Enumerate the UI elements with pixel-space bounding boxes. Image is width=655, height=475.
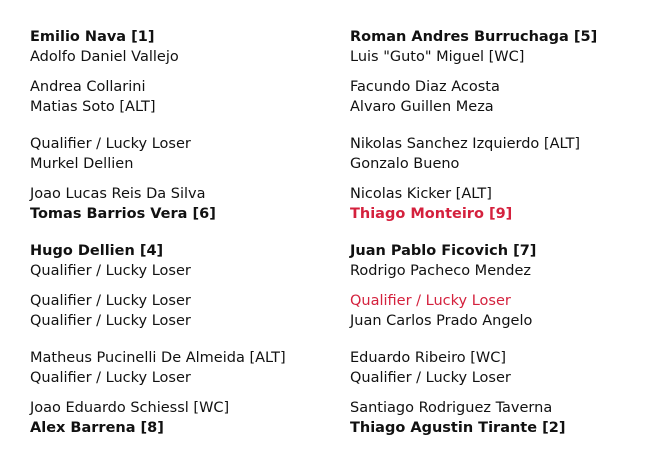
- match-pair: [350, 27, 650, 67]
- match-pair: [350, 134, 650, 174]
- match-pair: [350, 184, 650, 224]
- player-name: Gonzalo Bueno: [350, 156, 460, 172]
- player-name-highlighted: Qualifier / Lucky Loser: [350, 293, 511, 309]
- player-name: Rodrigo Pacheco Mendez: [350, 263, 532, 279]
- player-name: Murkel Dellien: [30, 156, 134, 172]
- player-name: Juan Carlos Prado Angelo: [350, 313, 533, 329]
- player-name: Emilio Nava [1]: [30, 29, 155, 45]
- match-pair: [30, 184, 330, 224]
- player-name: Tomas Barrios Vera [6]: [30, 206, 216, 222]
- player-name: Adolfo Daniel Vallejo: [30, 49, 179, 65]
- player-name: Qualifier / Lucky Loser: [30, 313, 191, 329]
- player-name: Nicolas Kicker [ALT]: [350, 186, 492, 202]
- match-pair: [30, 134, 330, 174]
- player-name: Eduardo Ribeiro [WC]: [350, 350, 506, 366]
- player-name: Hugo Dellien [4]: [30, 243, 164, 259]
- player-name: Roman Andres Burruchaga [5]: [350, 29, 598, 45]
- player-name: Nikolas Sanchez Izquierdo [ALT]: [350, 136, 581, 152]
- player-name: Qualifier / Lucky Loser: [30, 370, 191, 386]
- player-name: Matias Soto [ALT]: [30, 99, 156, 115]
- match-pair: [350, 241, 650, 281]
- player-name: Joao Eduardo Schiessl [WC]: [30, 400, 230, 416]
- match-pair: [350, 348, 650, 388]
- match-pair: [30, 27, 330, 67]
- player-name: Thiago Agustin Tirante [2]: [350, 420, 566, 436]
- match-pair: [30, 291, 330, 331]
- draw-column-left: [30, 27, 330, 438]
- player-name: Santiago Rodriguez Taverna: [350, 400, 553, 416]
- match-pair: [350, 398, 650, 438]
- player-name: Alvaro Guillen Meza: [350, 99, 494, 115]
- match-pair: [30, 348, 330, 388]
- match-pair: [30, 77, 330, 117]
- player-name: Alex Barrena [8]: [30, 420, 164, 436]
- match-pair: [350, 77, 650, 117]
- player-name: Facundo Diaz Acosta: [350, 79, 500, 95]
- player-name: Qualifier / Lucky Loser: [30, 293, 191, 309]
- player-name: Qualifier / Lucky Loser: [30, 136, 191, 152]
- match-pair: [350, 291, 650, 331]
- match-pair: [30, 241, 330, 281]
- player-name: Juan Pablo Ficovich [7]: [350, 243, 537, 259]
- player-name: Luis "Guto" Miguel [WC]: [350, 49, 525, 65]
- player-name: Qualifier / Lucky Loser: [350, 370, 511, 386]
- draw-column-right: [350, 27, 650, 438]
- match-pair: [30, 398, 330, 438]
- player-name: Andrea Collarini: [30, 79, 146, 95]
- player-name: Joao Lucas Reis Da Silva: [30, 186, 206, 202]
- player-name: Matheus Pucinelli De Almeida [ALT]: [30, 350, 286, 366]
- player-name: Qualifier / Lucky Loser: [30, 263, 191, 279]
- player-name-highlighted: Thiago Monteiro [9]: [350, 206, 513, 222]
